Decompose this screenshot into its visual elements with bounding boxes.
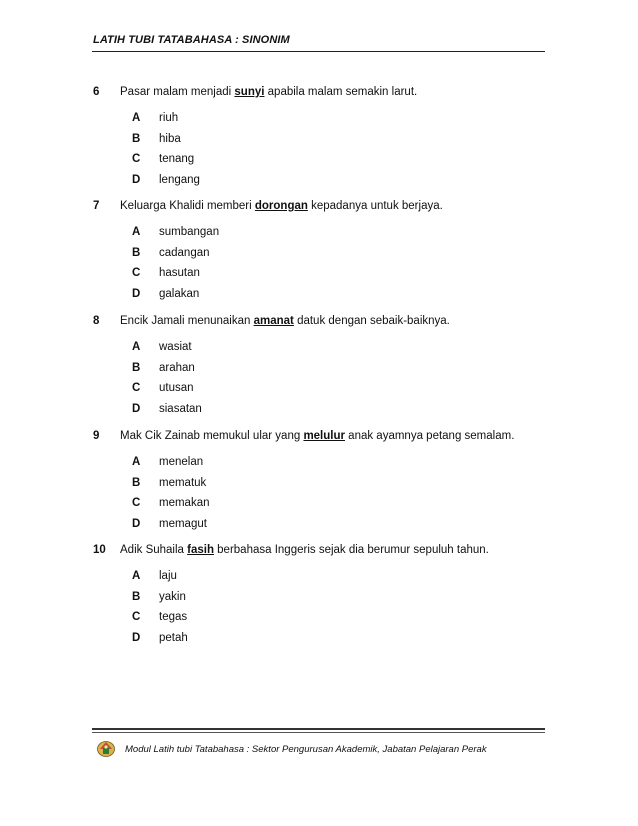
option-b: B cadangan: [132, 246, 210, 259]
keyword: melulur: [303, 430, 345, 442]
question-7: [93, 200, 553, 308]
keyword: amanat: [253, 315, 294, 327]
option-d: D lengang: [132, 173, 200, 186]
question-text: Keluarga Khalidi memberi dorongan kepadanya untuk berjaya.: [120, 200, 443, 212]
option-d: D memagut: [132, 517, 207, 530]
option-a: A sumbangan: [132, 226, 220, 238]
question-text: Mak Cik Zainab memukul ular yang melulur anak ayamnya petang semalam.: [120, 430, 515, 442]
question-stem: [93, 86, 553, 106]
question-number: 8: [93, 315, 100, 327]
option-b: B yakin: [132, 590, 186, 603]
footer-divider-thin: [92, 732, 545, 733]
footer-divider-thick: [92, 728, 545, 730]
option-c: C memakan: [132, 497, 210, 509]
question-8: [93, 315, 553, 423]
option-c: C utusan: [132, 382, 194, 394]
option-d: D petah: [132, 631, 188, 644]
question-text: Pasar malam menjadi sunyi apabila malam semakin larut.: [120, 86, 418, 98]
question-number: 6: [93, 86, 100, 98]
footer-text: Modul Latih tubi Tatabahasa : Sektor Pengurusan Akademik, Jabatan Pelajaran Perak: [125, 744, 487, 755]
option-b: B arahan: [132, 361, 195, 374]
question-10: [93, 544, 553, 652]
option-d: D galakan: [132, 287, 200, 300]
option-c: C tegas: [132, 611, 188, 623]
question-stem: [93, 430, 553, 450]
question-number: 10: [93, 544, 106, 556]
option-b: B hiba: [132, 132, 181, 145]
option-b: B mematuk: [132, 476, 207, 489]
page-header-title: LATIH TUBI TATABAHASA : SINONIM: [93, 34, 290, 46]
question-number: 7: [93, 200, 100, 212]
option-a: A menelan: [132, 456, 204, 468]
question-text: Encik Jamali menunaikan amanat datuk dengan sebaik-baiknya.: [120, 315, 450, 327]
question-stem: [93, 200, 553, 220]
option-a: A laju: [132, 570, 177, 582]
option-a: A wasiat: [132, 341, 192, 353]
keyword: fasih: [187, 544, 214, 556]
option-c: C hasutan: [132, 267, 200, 279]
option-d: D siasatan: [132, 402, 202, 415]
question-text: Adik Suhaila fasih berbahasa Inggeris sejak dia berumur sepuluh tahun.: [120, 544, 489, 556]
keyword: dorongan: [254, 200, 308, 212]
header-divider: [92, 51, 545, 52]
question-stem: [93, 544, 553, 564]
option-c: C tenang: [132, 153, 195, 165]
option-a: A riuh: [132, 112, 179, 124]
keyword: sunyi: [234, 86, 265, 98]
question-6: [93, 86, 553, 194]
crest-icon: [96, 738, 116, 758]
question-stem: [93, 315, 553, 335]
question-9: [93, 430, 553, 538]
question-number: 9: [93, 430, 100, 442]
